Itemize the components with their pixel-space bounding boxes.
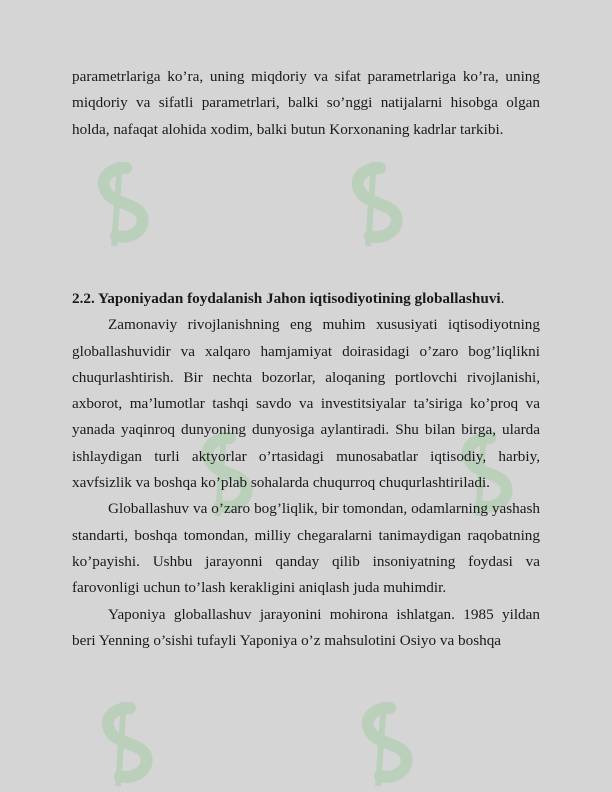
watermark-logo-icon <box>86 160 166 250</box>
section-block <box>72 286 540 654</box>
section-heading-text: 2.2. Yaponiyadan foydalanish Jahon iqtisodiyotining globallashuvi <box>72 290 501 307</box>
watermark-logo-icon <box>350 700 430 790</box>
section-heading-punct: . <box>500 290 505 307</box>
intro-paragraph: parametrlariga ko’ra, uning miqdoriy va sifat parametrlariga ko’ra, uning miqdoriy va sifatli parametrlari, balki so’nggi natijalarni hisobga olgan holda, nafaqat alohida xodim, balki butun Korxonaning kadrlar tarkibi. <box>72 68 540 138</box>
body-paragraph: Globallashuv va o’zaro bog’liqlik, bir tomondan, odamlarning yashash standarti, boshqa tomondan, milliy chegaralarni tanimaydigan raqobatning ko’payishi. Ushbu jarayonni qanday qilib insoniyatning foydasi va farovonligi uchun to’lash kerakligini aniqlash juda muhimdir. <box>72 500 540 597</box>
body-paragraph: Zamonaviy rivojlanishning eng muhim xususiyati iqtisodiyotning globallashuvidir va xalqaro hamjamiyat doirasidagi o’zaro bog’liqlikni chuqurlashtirish. Bir nechta bozorlar, aloqaning portlovchi rivojlanishi, axborot, ma’lumotlar tashqi savdo va investitsiyalar ta’siriga ko’proq va yanada yaqinroq dunyoning dunyosiga aylantiradi. Shu bilan birga, ularda ishlaydigan turli aktyorlar o’rtasidagi munosabatlar iqtisodiy, harbiy, xavfsizlik va boshqa ko’plab sohalarda chuqurroq chuqurlashtiriladi. <box>72 316 540 492</box>
watermark-logo-icon <box>90 700 170 790</box>
intro-block <box>72 64 540 143</box>
watermark-logo-icon <box>340 160 420 250</box>
body-paragraph: Yaponiya globallashuv jarayonini mohirona ishlatgan. 1985 yildan beri Yenning o’sishi tufayli Yaponiya o’z mahsulotini Osiyo va boshqa <box>72 605 540 649</box>
section-heading <box>72 286 540 312</box>
